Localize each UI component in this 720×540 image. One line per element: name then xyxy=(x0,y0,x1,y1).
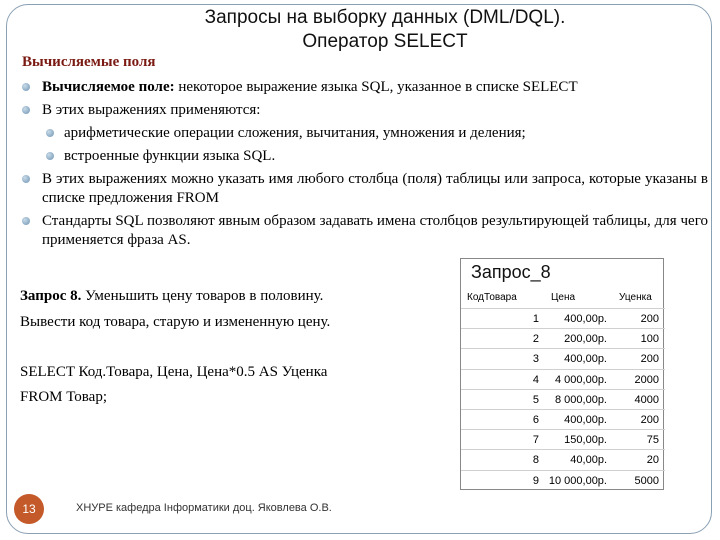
bullet-dot-icon xyxy=(46,152,54,160)
cell-tsena: 8 000,00р. xyxy=(555,393,607,406)
cell-utsenka: 5000 xyxy=(634,474,659,487)
cell-kod-tovara: 1 xyxy=(532,313,539,325)
table-row xyxy=(461,309,665,329)
title-line-1: Запросы на выборку данных (DML/DQL). xyxy=(204,7,566,28)
bullet-dot-icon xyxy=(46,129,54,137)
bullet-dot-icon xyxy=(22,175,30,183)
cell-kod-tovara: 7 xyxy=(532,434,539,447)
cell-tsena: 200,00р. xyxy=(564,333,607,346)
query-description: Уменьшить цену товаров в половину. xyxy=(81,288,324,304)
table-row xyxy=(461,329,665,349)
cell-utsenka: 100 xyxy=(640,333,659,346)
section-heading: Вычисляемые поля xyxy=(22,54,156,70)
header-kod-tovara: КодТовара xyxy=(467,292,517,303)
table-row xyxy=(461,349,665,369)
header-utsenka: Уценка xyxy=(619,292,652,303)
bullet-dot-icon xyxy=(22,83,30,91)
bullet-1 xyxy=(18,78,708,97)
sql-line-2: FROM Товар; xyxy=(20,389,108,405)
cell-kod-tovara: 5 xyxy=(532,393,539,406)
result-table-caption: Запрос_8 xyxy=(471,262,551,282)
sub-bullet-2-text: встроенные функции языка SQL. xyxy=(64,148,276,164)
cell-kod-tovara: 8 xyxy=(532,454,539,467)
page-number-badge: 13 xyxy=(14,494,44,524)
cell-kod-tovara: 2 xyxy=(532,333,539,346)
query-number: Запрос 8. xyxy=(20,288,82,304)
bullet-dot-icon xyxy=(22,217,30,225)
sql-line-1: SELECT Код.Товара, Цена, Цена*0.5 AS Уценка xyxy=(20,364,328,380)
table-row xyxy=(461,410,665,430)
bullet-3-text: В этих выражениях можно указать имя любого столбца (поля) таблицы или запроса, которые указаны в списке предложения FROM xyxy=(42,171,708,206)
bullet-2 xyxy=(18,101,708,120)
cell-tsena: 400,00р. xyxy=(564,414,607,426)
cell-kod-tovara: 6 xyxy=(532,414,539,426)
query-line-2: Вывести код товара, старую и измененную цену. xyxy=(20,314,331,330)
result-table xyxy=(460,258,664,490)
table-row xyxy=(461,370,665,390)
slide-title xyxy=(150,6,620,54)
cell-tsena: 10 000,00р. xyxy=(548,474,607,487)
bullet-4-text: Стандарты SQL позволяют явным образом задавать имена столбцов результирующей таблицы, для чего применяется фраза AS. xyxy=(42,213,708,248)
sub-bullet-2 xyxy=(18,147,708,166)
sub-bullet-1-text: арифметические операции сложения, вычитания, умножения и деления; xyxy=(64,125,526,141)
cell-tsena: 400,00р. xyxy=(564,353,607,366)
cell-utsenka: 200 xyxy=(640,414,659,426)
cell-utsenka: 20 xyxy=(646,454,659,467)
cell-utsenka: 2000 xyxy=(634,373,659,386)
footer-text: ХНУРЕ кафедра Інформатики доц. Яковлева О.В. xyxy=(76,502,332,514)
cell-tsena: 400,00р. xyxy=(564,313,607,325)
cell-utsenka: 75 xyxy=(646,434,659,447)
sub-bullet-1 xyxy=(18,124,708,143)
header-tsena: Цена xyxy=(551,292,576,303)
bullet-3 xyxy=(18,170,708,208)
query-label xyxy=(20,288,323,305)
cell-kod-tovara: 3 xyxy=(532,353,539,366)
table-row xyxy=(461,390,665,410)
bullet-1-term: Вычисляемое поле: xyxy=(42,79,175,95)
title-line-2: Оператор SELECT xyxy=(302,31,468,52)
bullet-list xyxy=(18,78,708,254)
table-row xyxy=(461,471,665,491)
bullet-dot-icon xyxy=(22,106,30,114)
table-row xyxy=(461,450,665,470)
cell-tsena: 4 000,00р. xyxy=(555,373,607,386)
cell-kod-tovara: 4 xyxy=(532,373,539,386)
cell-utsenka: 200 xyxy=(640,313,659,325)
bullet-1-text: некоторое выражение языка SQL, указанное в списке SELECT xyxy=(174,79,578,95)
cell-utsenka: 4000 xyxy=(634,393,659,406)
cell-utsenka: 200 xyxy=(640,353,659,366)
cell-kod-tovara: 9 xyxy=(532,474,539,487)
cell-tsena: 40,00р. xyxy=(570,454,607,467)
bullet-4 xyxy=(18,212,708,250)
table-row xyxy=(461,430,665,450)
bullet-2-text: В этих выражениях применяются: xyxy=(42,102,261,118)
cell-tsena: 150,00р. xyxy=(564,434,607,447)
